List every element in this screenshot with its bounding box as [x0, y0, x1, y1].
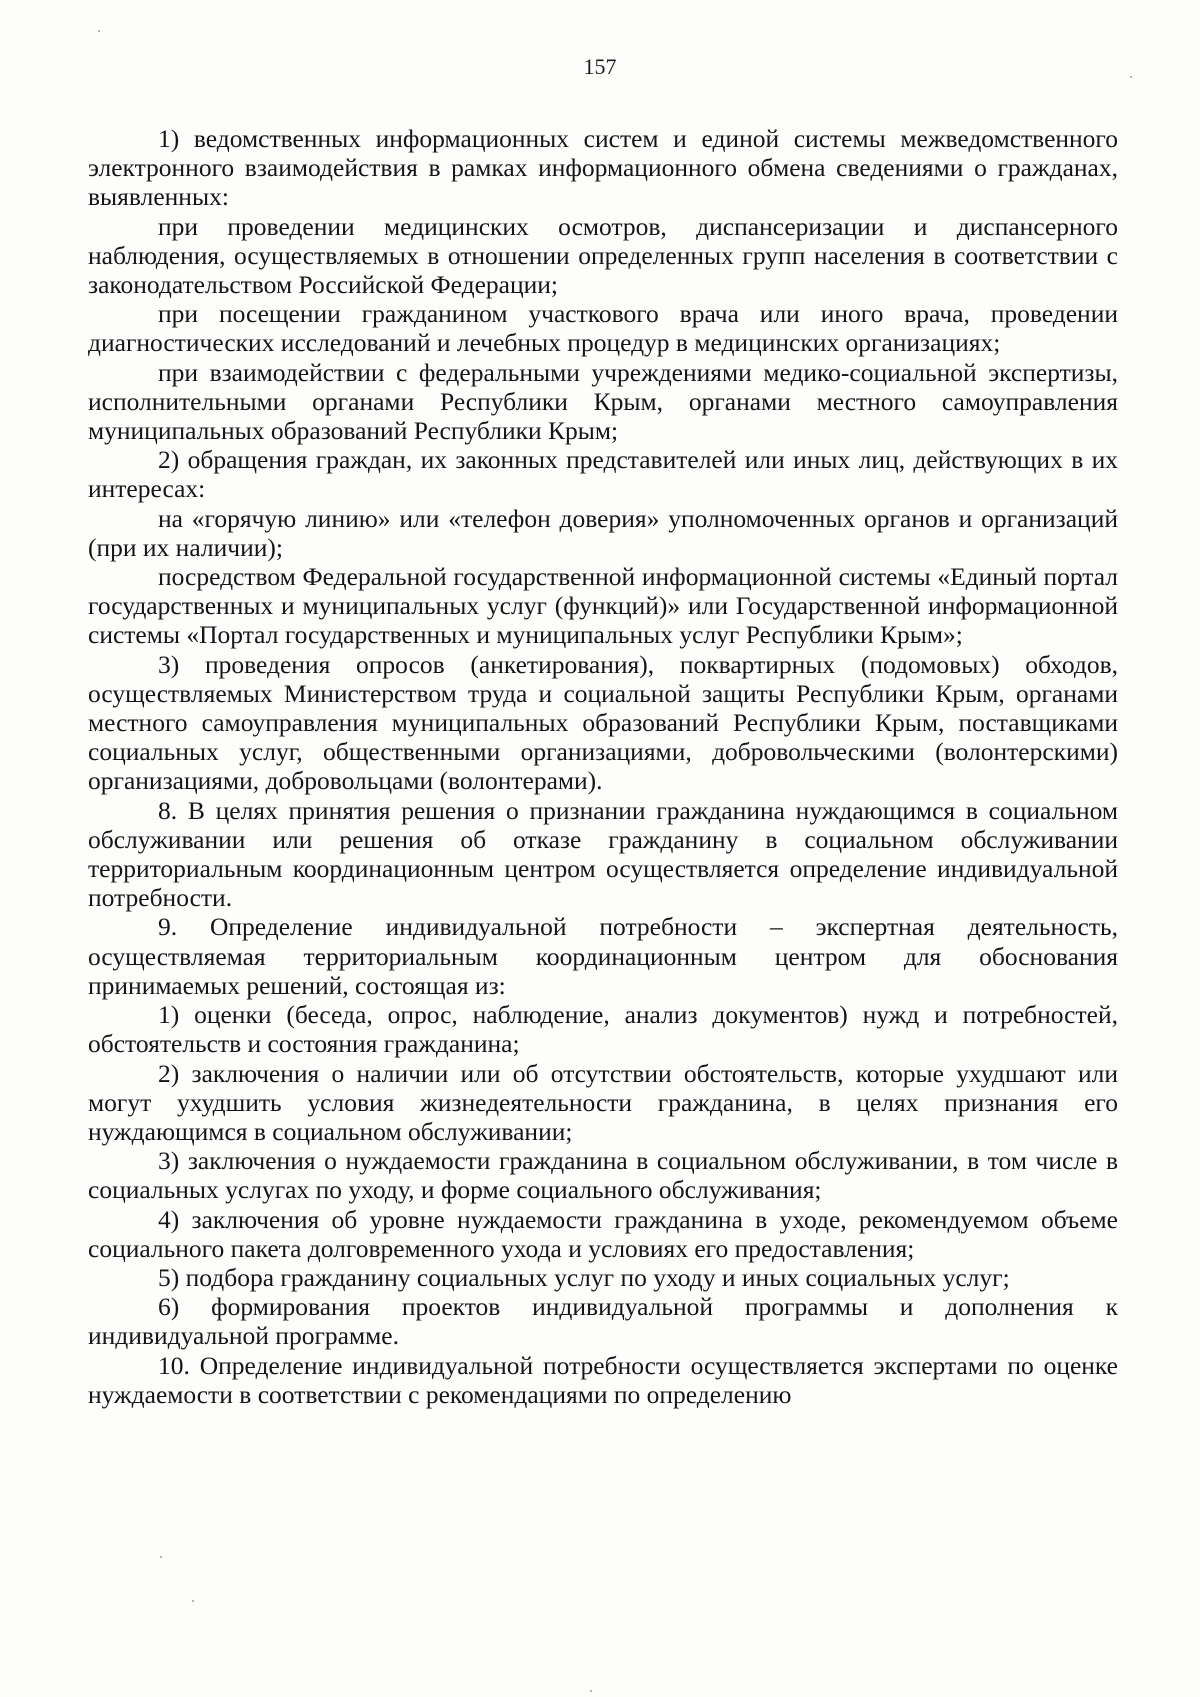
- document-body: [88, 124, 1118, 1409]
- paragraph-hotline: на «горячую линию» или «телефон доверия» уполномоченных органов и организаций (при их наличии);: [88, 503, 1118, 562]
- paragraph-medical-exams: при проведении медицинских осмотров, диспансеризации и диспансерного наблюдения, осуществляемых в отношении определенных групп населения в соответствии с законодательством Российской Федерации;: [88, 211, 1118, 300]
- paragraph-9: 9. Определение индивидуальной потребности – экспертная деятельность, осуществляемая территориальным координационным центром для обоснования принимаемых решений, состоящая из:: [88, 912, 1118, 1000]
- page-number: 157: [583, 54, 617, 79]
- paragraph-8: 8. В целях принятия решения о признании гражданина нуждающимся в социальном обслуживании или решения об отказе гражданину в социальном обслуживании территориальным координационным центром осуществляется определение индивидуальной потребности.: [88, 795, 1118, 913]
- paragraph-1-1: 1) ведомственных информационных систем и единой системы межведомственного электронного взаимодействия в рамках информационного обмена сведениями о гражданах, выявленных:: [88, 124, 1118, 212]
- paragraph-9-1: 1) оценки (беседа, опрос, наблюдение, анализ документов) нужд и потребностей, обстоятельств и состояния гражданина;: [88, 1000, 1118, 1059]
- paragraph-9-3: 3) заключения о нуждаемости гражданина в социальном обслуживании, в том числе в социальных услугах по уходу, и форме социального обслуживания;: [88, 1146, 1118, 1205]
- scan-speck: [1130, 76, 1132, 78]
- paragraph-9-5: 5) подбора гражданину социальных услуг по уходу и иных социальных услуг;: [158, 1262, 1010, 1292]
- paragraph-9-4: 4) заключения об уровне нуждаемости гражданина в уходе, рекомендуемом объеме социального пакета долговременного ухода и условиях его предоставления;: [88, 1204, 1118, 1263]
- scan-speck: [590, 1690, 592, 1692]
- paragraph-1-2: 2) обращения граждан, их законных представителей или иных лиц, действующих в их интересах:: [88, 445, 1118, 504]
- scan-speck: [98, 30, 100, 32]
- scan-speck: [160, 1556, 162, 1558]
- paragraph-portal: посредством Федеральной государственной информационной системы «Единый портал государственных и муниципальных услуг (функций)» или Государственной информационной системы «Портал государственных и муниципальных услуг Республики Крым»;: [88, 562, 1118, 650]
- scan-speck: [192, 1600, 194, 1602]
- paragraph-10: 10. Определение индивидуальной потребности осуществляется экспертами по оценке нуждаемости в соответствии с рекомендациями по определению: [88, 1350, 1118, 1409]
- paragraph-9-2: 2) заключения о наличии или об отсутствии обстоятельств, которые ухудшают или могут ухудшить условия жизнедеятельности гражданина, в целях признания его нуждающимся в социальном обслуживании;: [88, 1058, 1118, 1146]
- paragraph-1-3: 3) проведения опросов (анкетирования), поквартирных (подомовых) обходов, осуществляемых Министерством труда и социальной защиты Республики Крым, органами местного самоуправления муниципальных образований Республики Крым, поставщиками социальных услуг, общественными организациями, добровольческими (волонтерскими) организациями, добровольцами (волонтерами).: [88, 649, 1118, 796]
- paragraph-interaction: при взаимодействии с федеральными учреждениями медико-социальной экспертизы, исполнительными органами Республики Крым, органами местного самоуправления муниципальных образований Республики Крым;: [88, 357, 1118, 446]
- paragraph-9-6: 6) формирования проектов индивидуальной программы и дополнения к индивидуальной программе.: [88, 1292, 1118, 1351]
- paragraph-doctor-visit: при посещении гражданином участкового врача или иного врача, проведении диагностических исследований и лечебных процедур в медицинских организациях;: [88, 299, 1118, 358]
